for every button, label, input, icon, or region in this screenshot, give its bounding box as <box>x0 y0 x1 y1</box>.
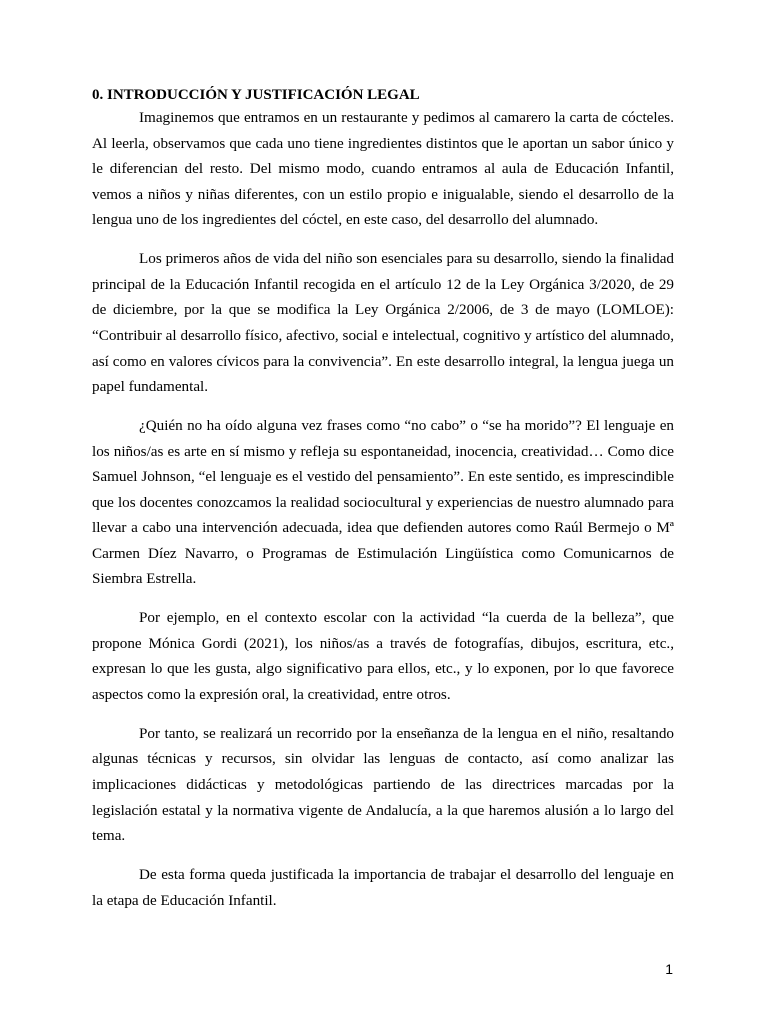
paragraph-conclusion: De esta forma queda justificada la importancia de trabajar el desarrollo del lenguaje en la etapa de Educación Infantil. <box>92 865 674 909</box>
page-body <box>92 86 674 913</box>
paragraph-example-activity: Por ejemplo, en el contexto escolar con la actividad “la cuerda de la belleza”, que propone Mónica Gordi (2021), los niños/as a través de fotografías, dibujos, escritura, etc., expresan lo que les gusta, algo significativo para ellos, etc., y lo exponen, por lo que favorece aspectos como la expresión oral, la creatividad, entre otros. <box>92 609 674 704</box>
paragraph-child-language: ¿Quién no ha oído alguna vez frases como “no cabo” o “se ha morido”? El lenguaje en los niños/as es arte en sí mismo y refleja su espontaneidad, inocencia, creatividad… Como dice Samuel Johnson, “el lenguaje es el vestido del pensamiento”. En este sentido, es imprescindible que los docentes conozcamos la realidad sociocultural y experiencias de nuestro alumnado para llevar a cabo una intervención adecuada, idea que defienden autores como Raúl Bermejo o Mª Carmen Díez Navarro, o Programas de Estimulación Lingüística como Comunicarnos de Siembra Estrella. <box>92 416 674 588</box>
page-number: 1 <box>665 961 673 977</box>
section-heading: 0. INTRODUCCIÓN Y JUSTIFICACIÓN LEGAL <box>92 87 420 103</box>
paragraph-topic-overview: Por tanto, se realizará un recorrido por la enseñanza de la lengua en el niño, resaltando algunas técnicas y recursos, sin olvidar las lenguas de contacto, así como analizar las implicaciones didácticas y metodológicas partiendo de las directrices marcadas por la legislación estatal y la normativa vigente de Andalucía, a la que haremos alusión a lo largo del tema. <box>92 724 674 845</box>
paragraph-introduction: Imaginemos que entramos en un restaurante y pedimos al camarero la carta de cócteles. Al leerla, observamos que cada uno tiene ingredientes distintos que le aportan un sabor único y le diferencian del resto. Del mismo modo, cuando entramos al aula de Educación Infantil, vemos a niños y niñas diferentes, con un estilo propio e inigualable, siendo el desarrollo de la lengua uno de los ingredientes del cóctel, en este caso, del desarrollo del alumnado. <box>92 109 674 229</box>
paragraph-legal-purpose: Los primeros años de vida del niño son esenciales para su desarrollo, siendo la finalidad principal de la Educación Infantil recogida en el artículo 12 de la Ley Orgánica 3/2020, de 29 de diciembre, por la que se modifica la Ley Orgánica 2/2006, de 3 de mayo (LOMLOE): “Contribuir al desarrollo físico, afectivo, social e intelectual, cognitivo y artístico del alumnado, así como en valores cívicos para la convivencia”. En este desarrollo integral, la lengua juega un papel fundamental. <box>92 250 674 396</box>
